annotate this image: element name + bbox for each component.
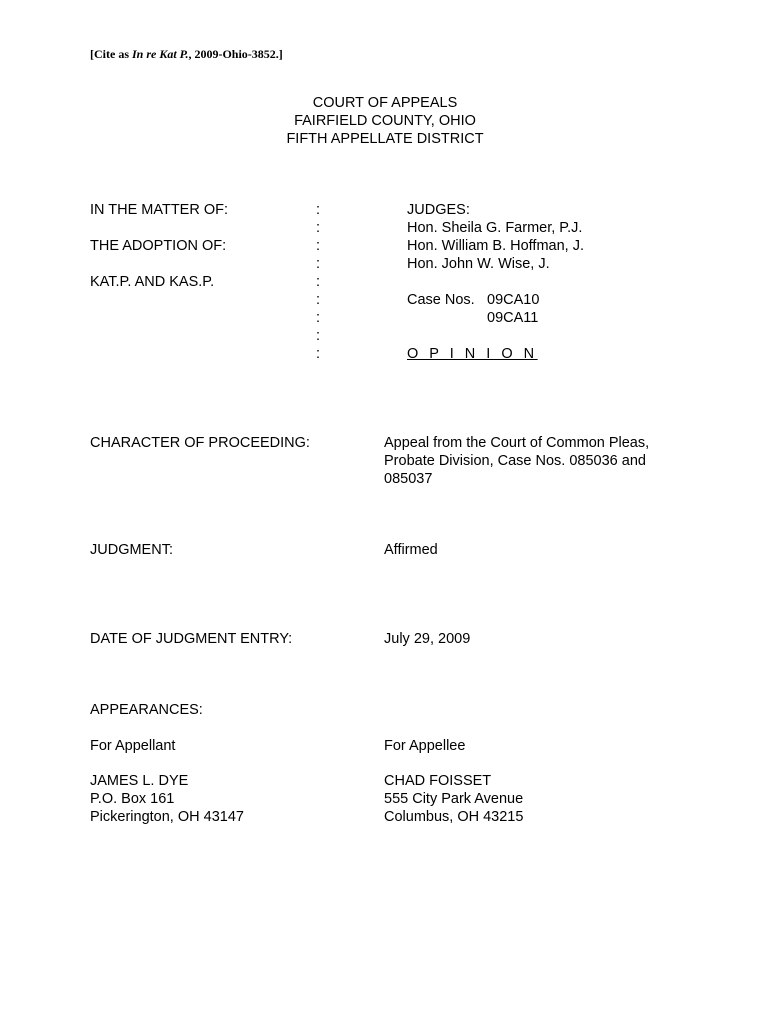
caption-colon: : [316, 328, 321, 344]
court-county: FAIRFIELD COUNTY, OHIO [294, 113, 476, 129]
judge-name: Hon. William B. Hoffman, J. [407, 238, 585, 254]
appellant-address-line1: P.O. Box 161 [90, 791, 175, 807]
caption-colon: : [316, 292, 321, 308]
caption-matter-label: IN THE MATTER OF: [90, 202, 229, 218]
proceeding-label: CHARACTER OF PROCEEDING: [90, 435, 310, 451]
caption-colon: : [316, 238, 321, 254]
caption-colon: : [316, 220, 321, 236]
case-numbers-label: Case Nos. [407, 292, 475, 308]
entry-date-value: July 29, 2009 [384, 631, 471, 647]
appellant-name: JAMES L. DYE [90, 773, 189, 789]
appearances-heading: APPEARANCES: [90, 702, 203, 718]
court-district: FIFTH APPELLATE DISTRICT [286, 131, 484, 147]
proceeding-line: Probate Division, Case Nos. 085036 and [384, 453, 646, 469]
proceeding-line: 085037 [384, 471, 433, 487]
judgment-value: Affirmed [384, 542, 438, 558]
appellee-label: For Appellee [384, 738, 466, 754]
caption-parties: KAT.P. AND KAS.P. [90, 274, 215, 290]
judge-name: Hon. Sheila G. Farmer, P.J. [407, 220, 583, 236]
caption-colon: : [316, 346, 321, 362]
proceeding-line: Appeal from the Court of Common Pleas, [384, 435, 650, 451]
opinion-title: O P I N I O N [407, 346, 538, 362]
appellant-address-line2: Pickerington, OH 43147 [90, 809, 244, 825]
appellant-label: For Appellant [90, 738, 176, 754]
citation-suffix: , 2009-Ohio-3852.] [188, 47, 283, 61]
caption-adoption-label: THE ADOPTION OF: [90, 238, 227, 254]
case-number: 09CA10 [487, 292, 540, 308]
appellee-address-line2: Columbus, OH 43215 [384, 809, 524, 825]
case-number: 09CA11 [487, 310, 539, 326]
entry-date-label: DATE OF JUDGMENT ENTRY: [90, 631, 293, 647]
judges-heading: JUDGES: [407, 202, 470, 218]
court-name: COURT OF APPEALS [312, 95, 458, 111]
citation-case-name: In re Kat P. [132, 47, 189, 61]
judge-name: Hon. John W. Wise, J. [407, 256, 550, 272]
caption-colon: : [316, 202, 321, 218]
appellee-address-line1: 555 City Park Avenue [384, 791, 524, 807]
judgment-label: JUDGMENT: [90, 542, 173, 558]
caption-colon: : [316, 274, 321, 290]
appellee-name: CHAD FOISSET [384, 773, 492, 789]
citation-line [90, 45, 283, 63]
caption-colon: : [316, 310, 321, 326]
court-header [0, 94, 770, 148]
citation-prefix: [Cite as [90, 47, 132, 61]
caption-colon: : [316, 256, 321, 272]
